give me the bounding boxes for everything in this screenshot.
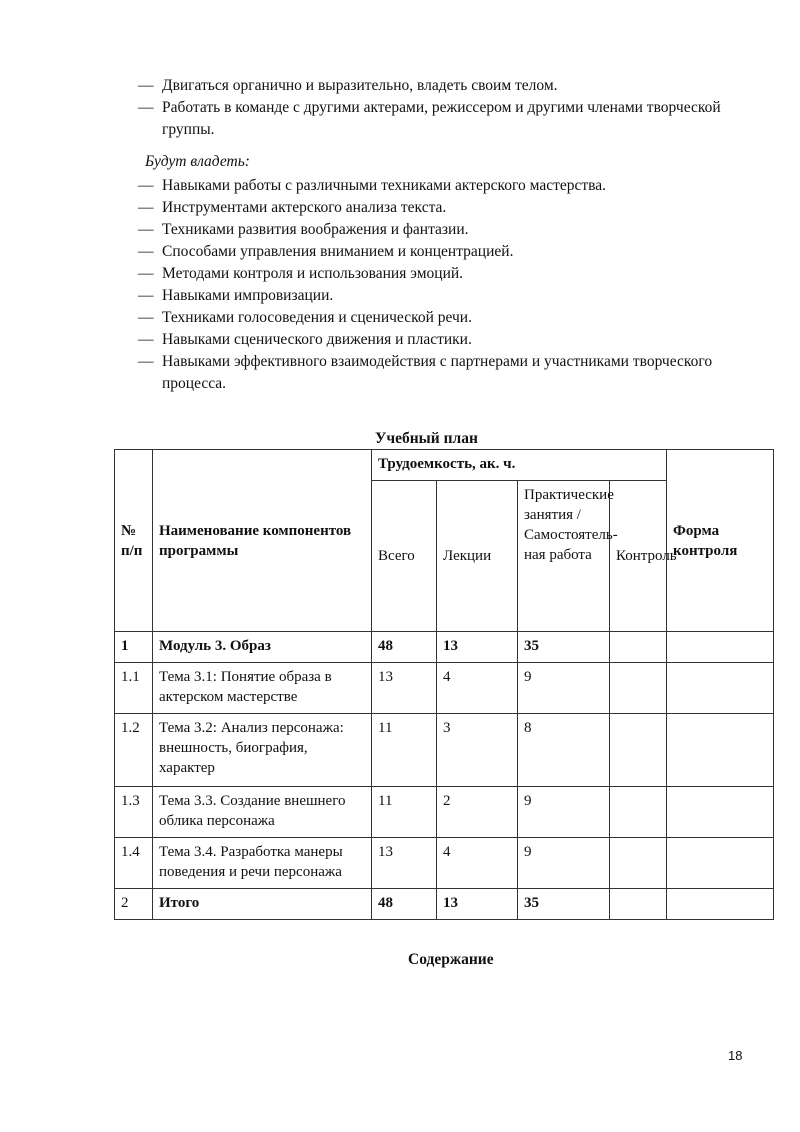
content-heading: Содержание [408,951,494,968]
table-header-row [115,450,774,481]
table-row [115,787,774,838]
header-control: Контроль [610,481,667,632]
cell-num: 1.3 [115,787,153,838]
bullet-dash: — [138,287,154,304]
cell-practice: 9 [518,787,610,838]
cell-name: Тема 3.2: Анализ персонажа: внешность, биография, характер [153,714,372,787]
cell-practice: 35 [518,632,610,663]
cell-total: 13 [372,838,437,889]
list-item [138,219,758,241]
header-lectures: Лекции [437,481,518,632]
header-workload: Трудоемкость, ак. ч. [372,450,667,481]
header-name: Наименование компонентов программы [153,450,372,632]
cell-form [667,838,774,889]
list-item-text: Двигаться органично и выразительно, владеть своим телом. [162,77,558,94]
list-item [138,307,758,329]
list-item [138,329,758,351]
bullet-dash: — [138,221,154,238]
cell-form [667,663,774,714]
table-row [115,632,774,663]
bullet-dash: — [138,331,154,348]
list-item [138,351,758,395]
table-row [115,714,774,787]
list-item [138,175,758,197]
cell-num: 1 [115,632,153,663]
bullet-dash: — [138,243,154,260]
list-item-text: Инструментами актерского анализа текста. [162,199,447,216]
cell-total: 48 [372,632,437,663]
cell-num: 1.4 [115,838,153,889]
skills-list [138,175,758,395]
list-item-text: Навыками эффективного взаимодействия с партнерами и участниками творческого процесса. [162,353,713,392]
cell-form [667,889,774,920]
list-item-text: Техниками развития воображения и фантазии. [162,221,469,238]
cell-name: Тема 3.3. Создание внешнего облика персонажа [153,787,372,838]
list-item [138,285,758,307]
list-item-text: Техниками голосоведения и сценической речи. [162,309,472,326]
bullet-dash: — [138,309,154,326]
list-item-text: Навыками сценического движения и пластики. [162,331,472,348]
cell-num: 1.2 [115,714,153,787]
cell-form [667,787,774,838]
cell-num: 2 [115,889,153,920]
bullet-dash: — [138,177,154,194]
cell-control [610,889,667,920]
list-item [138,97,758,141]
table-row [115,889,774,920]
table-row [115,663,774,714]
list-item [138,241,758,263]
cell-form [667,714,774,787]
cell-lectures: 13 [437,632,518,663]
list-item-text: Работать в команде с другими актерами, режиссером и другими членами творческой группы. [162,99,721,138]
page-number: 18 [728,1048,743,1063]
cell-name: Тема 3.1: Понятие образа в актерском мастерстве [153,663,372,714]
cell-total: 11 [372,714,437,787]
abilities-list [138,75,758,141]
list-item-text: Навыками работы с различными техниками актерского мастерства. [162,177,607,194]
cell-control [610,663,667,714]
header-practice: Практические занятия / Самостоятель-ная работа [518,481,610,632]
list-item [138,263,758,285]
cell-practice: 35 [518,889,610,920]
cell-name: Итого [153,889,372,920]
bullet-dash: — [138,265,154,282]
cell-lectures: 13 [437,889,518,920]
bullet-dash: — [138,199,154,216]
cell-practice: 8 [518,714,610,787]
cell-control [610,838,667,889]
cell-practice: 9 [518,663,610,714]
list-item-text: Методами контроля и использования эмоций. [162,265,464,282]
list-item-text: Навыками импровизации. [162,287,334,304]
cell-lectures: 3 [437,714,518,787]
cell-num: 1.1 [115,663,153,714]
header-total: Всего [372,481,437,632]
cell-practice: 9 [518,838,610,889]
header-form: Форма контроля [667,450,774,632]
table-row [115,838,774,889]
bullet-dash: — [138,353,154,370]
cell-total: 13 [372,663,437,714]
list-item-text: Способами управления вниманием и концентрацией. [162,243,514,260]
table-title: Учебный план [375,430,478,447]
cell-lectures: 4 [437,838,518,889]
list-item [138,197,758,219]
cell-control [610,787,667,838]
cell-lectures: 4 [437,663,518,714]
header-num: № п/п [115,450,153,632]
bullet-dash: — [138,77,154,94]
cell-control [610,714,667,787]
skills-heading: Будут владеть: [145,153,250,170]
cell-control [610,632,667,663]
cell-total: 11 [372,787,437,838]
cell-lectures: 2 [437,787,518,838]
bullet-dash: — [138,99,154,116]
list-item [138,75,758,97]
cell-total: 48 [372,889,437,920]
cell-form [667,632,774,663]
curriculum-table [114,449,774,920]
cell-name: Тема 3.4. Разработка манеры поведения и речи персонажа [153,838,372,889]
cell-name: Модуль 3. Образ [153,632,372,663]
